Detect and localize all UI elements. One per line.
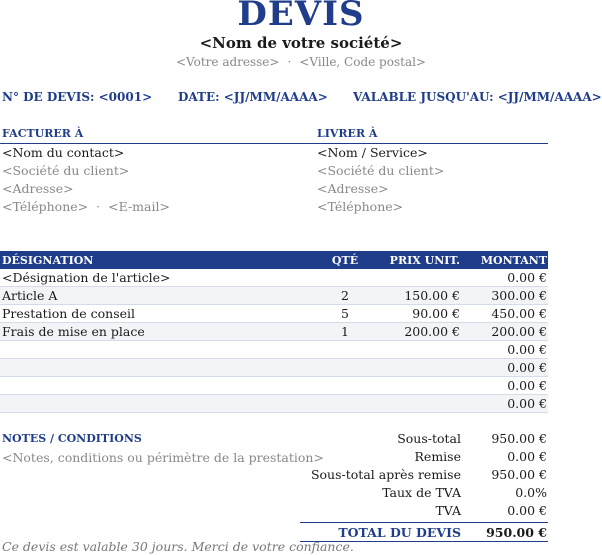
company-name: <Nom de votre société>	[199, 34, 403, 52]
total-label: TOTAL DU DEVIS	[338, 525, 461, 540]
tax-value: 0.00 €	[507, 503, 547, 518]
table-row	[0, 287, 548, 305]
cell-designation: Prestation de conseil	[2, 306, 136, 321]
ship-to-company: <Société du client>	[317, 163, 445, 178]
cell-qty: 1	[341, 324, 349, 339]
bill-to-email: <E-mail>	[108, 199, 170, 214]
table-row	[0, 359, 548, 377]
total-value: 950.00 €	[486, 525, 547, 540]
bill-to-phone: <Téléphone>	[2, 199, 89, 214]
address-headings	[0, 127, 548, 144]
cell-designation: <Désignation de l'article>	[2, 270, 171, 285]
table-row	[0, 323, 548, 341]
document-title: DEVIS	[237, 0, 365, 34]
cell-unit-price: 150.00 €	[404, 288, 460, 303]
notes-text: <Notes, conditions ou périmètre de la prestation>	[2, 450, 324, 465]
bill-to-company: <Société du client>	[2, 163, 130, 178]
ship-to-name: <Nom / Service>	[317, 145, 428, 160]
bill-to-contact: <Nom du contact>	[2, 145, 125, 160]
footer-note: Ce devis est valable 30 jours. Merci de votre confiance.	[2, 539, 354, 554]
tax-row	[300, 502, 548, 520]
cell-amount: 200.00 €	[491, 324, 547, 339]
table-row	[0, 269, 548, 287]
cell-designation: Frais de mise en place	[2, 324, 145, 339]
cell-amount: 0.00 €	[507, 360, 547, 375]
ship-to-phone: <Téléphone>	[317, 199, 404, 214]
after-discount-label: Sous-total après remise	[310, 467, 461, 482]
company-address-line	[0, 55, 602, 69]
cell-qty: 5	[341, 306, 349, 321]
items-table-header	[0, 251, 548, 269]
cell-amount: 0.00 €	[507, 378, 547, 393]
ship-to-heading: LIVRER À	[317, 127, 378, 140]
notes-heading: NOTES / CONDITIONS	[2, 432, 142, 445]
address-separator: ·	[287, 55, 292, 69]
tax-rate-row	[300, 484, 548, 502]
cell-qty: 2	[341, 288, 349, 303]
cell-amount: 0.00 €	[507, 342, 547, 357]
contact-separator: ·	[96, 199, 101, 214]
cell-designation: Article A	[2, 288, 58, 303]
cell-unit-price: 90.00 €	[412, 306, 460, 321]
tax-label: TVA	[435, 503, 461, 518]
col-unit-price-header: PRIX UNIT.	[389, 254, 460, 267]
ship-to-block	[317, 144, 444, 216]
col-designation-header: DÉSIGNATION	[2, 254, 94, 267]
totals-block	[300, 430, 548, 542]
company-address: <Votre adresse>	[176, 55, 280, 69]
after-discount-row	[300, 466, 548, 484]
col-amount-header: MONTANT	[480, 254, 547, 267]
discount-row	[300, 448, 548, 466]
cell-amount: 0.00 €	[507, 270, 547, 285]
items-table	[0, 251, 548, 413]
table-row	[0, 395, 548, 413]
cell-unit-price: 200.00 €	[404, 324, 460, 339]
subtotal-label: Sous-total	[397, 431, 461, 446]
cell-amount: 0.00 €	[507, 396, 547, 411]
after-discount-value: 950.00 €	[491, 467, 547, 482]
cell-amount: 300.00 €	[491, 288, 547, 303]
subtotal-row	[300, 430, 548, 448]
discount-label: Remise	[414, 449, 461, 464]
tax-rate-label: Taux de TVA	[382, 485, 461, 500]
bill-to-block	[2, 144, 170, 216]
tax-rate-value: 0.0%	[515, 485, 547, 500]
quote-date: DATE: <JJ/MM/AAAA>	[178, 90, 328, 104]
table-row	[0, 305, 548, 323]
subtotal-value: 950.00 €	[491, 431, 547, 446]
bill-to-heading: FACTURER À	[2, 127, 84, 140]
discount-value: 0.00 €	[507, 449, 547, 464]
quote-valid-until: VALABLE JUSQU'AU: <JJ/MM/AAAA>	[353, 90, 602, 104]
cell-amount: 450.00 €	[491, 306, 547, 321]
table-row	[0, 377, 548, 395]
company-city: <Ville, Code postal>	[299, 55, 426, 69]
bill-to-address: <Adresse>	[2, 181, 74, 196]
table-row	[0, 341, 548, 359]
items-table-body	[0, 269, 548, 413]
ship-to-address: <Adresse>	[317, 181, 389, 196]
quote-number: N° DE DEVIS: <0001>	[2, 90, 153, 104]
bill-to-contact-line	[2, 198, 170, 216]
col-qty-header: QTÉ	[331, 254, 359, 267]
